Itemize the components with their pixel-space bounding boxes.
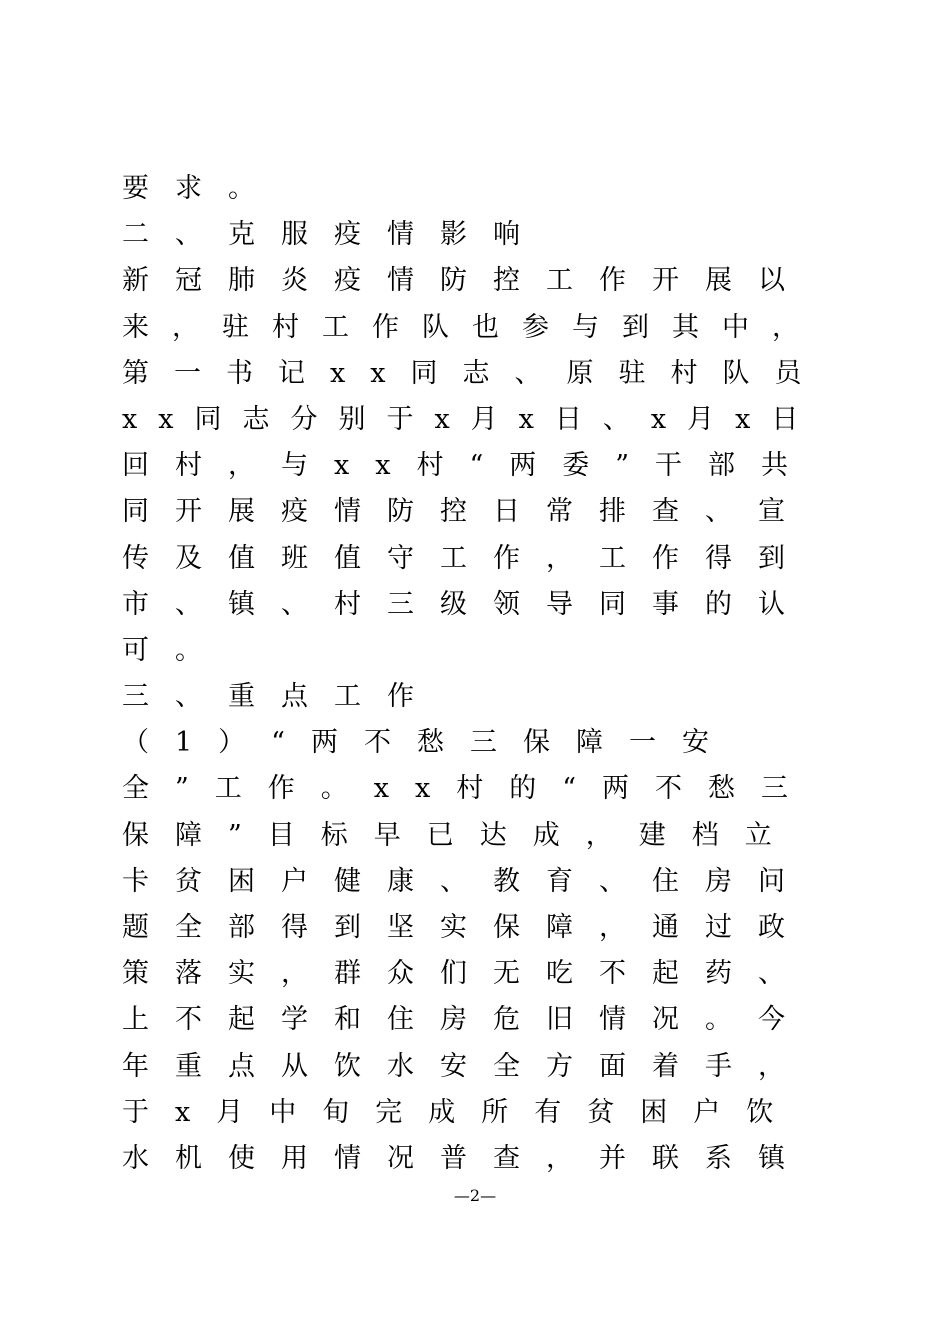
text-line: 第一书记xx同志、原驻村队员 [122, 357, 827, 389]
page-number: —2— [453, 1186, 497, 1205]
text-line: 保障”目标早已达成，建档立 [122, 819, 798, 851]
text-line: 市、镇、村三级领导同事的认 [122, 588, 811, 620]
text-line: 于x月中旬完成所有贫困户饮 [122, 1096, 800, 1128]
section-heading: 二、克服疫情影响 [122, 219, 546, 251]
text-line: 新冠肺炎疫情防控工作开展以 [122, 265, 811, 297]
body-text [122, 166, 827, 1182]
text-line: 要求。 [122, 173, 281, 204]
text-line: 题全部得到坚实保障，通过政 [122, 912, 811, 943]
text-line: 全”工作。xx村的“两不愁三 [122, 773, 815, 805]
text-line: 年重点从饮水安全方面着手， [122, 1050, 811, 1082]
text-line: xx同志分别于x月x日、x月x日 [122, 403, 820, 435]
text-line: 同开展疫情防控日常排查、宣 [122, 496, 811, 528]
text-line: 来，驻村工作队也参与到其中， [122, 311, 822, 343]
text-line: 策落实，群众们无吃不起药、 [122, 958, 811, 990]
text-line: 回村，与xx村“两委”干部共 [122, 450, 815, 482]
text-line: 传及值班值守工作，工作得到 [122, 542, 811, 574]
text-line: 卡贫困户健康、教育、住房问 [122, 865, 811, 897]
text-line: 可。 [122, 634, 228, 666]
section-heading: 三、重点工作 [122, 681, 440, 713]
text-line: 上不起学和住房危旧情况。今 [122, 1004, 811, 1036]
text-line: （1）“两不愁三保障一安 [122, 727, 735, 759]
text-line: 水机使用情况普查，并联系镇 [122, 1142, 811, 1174]
